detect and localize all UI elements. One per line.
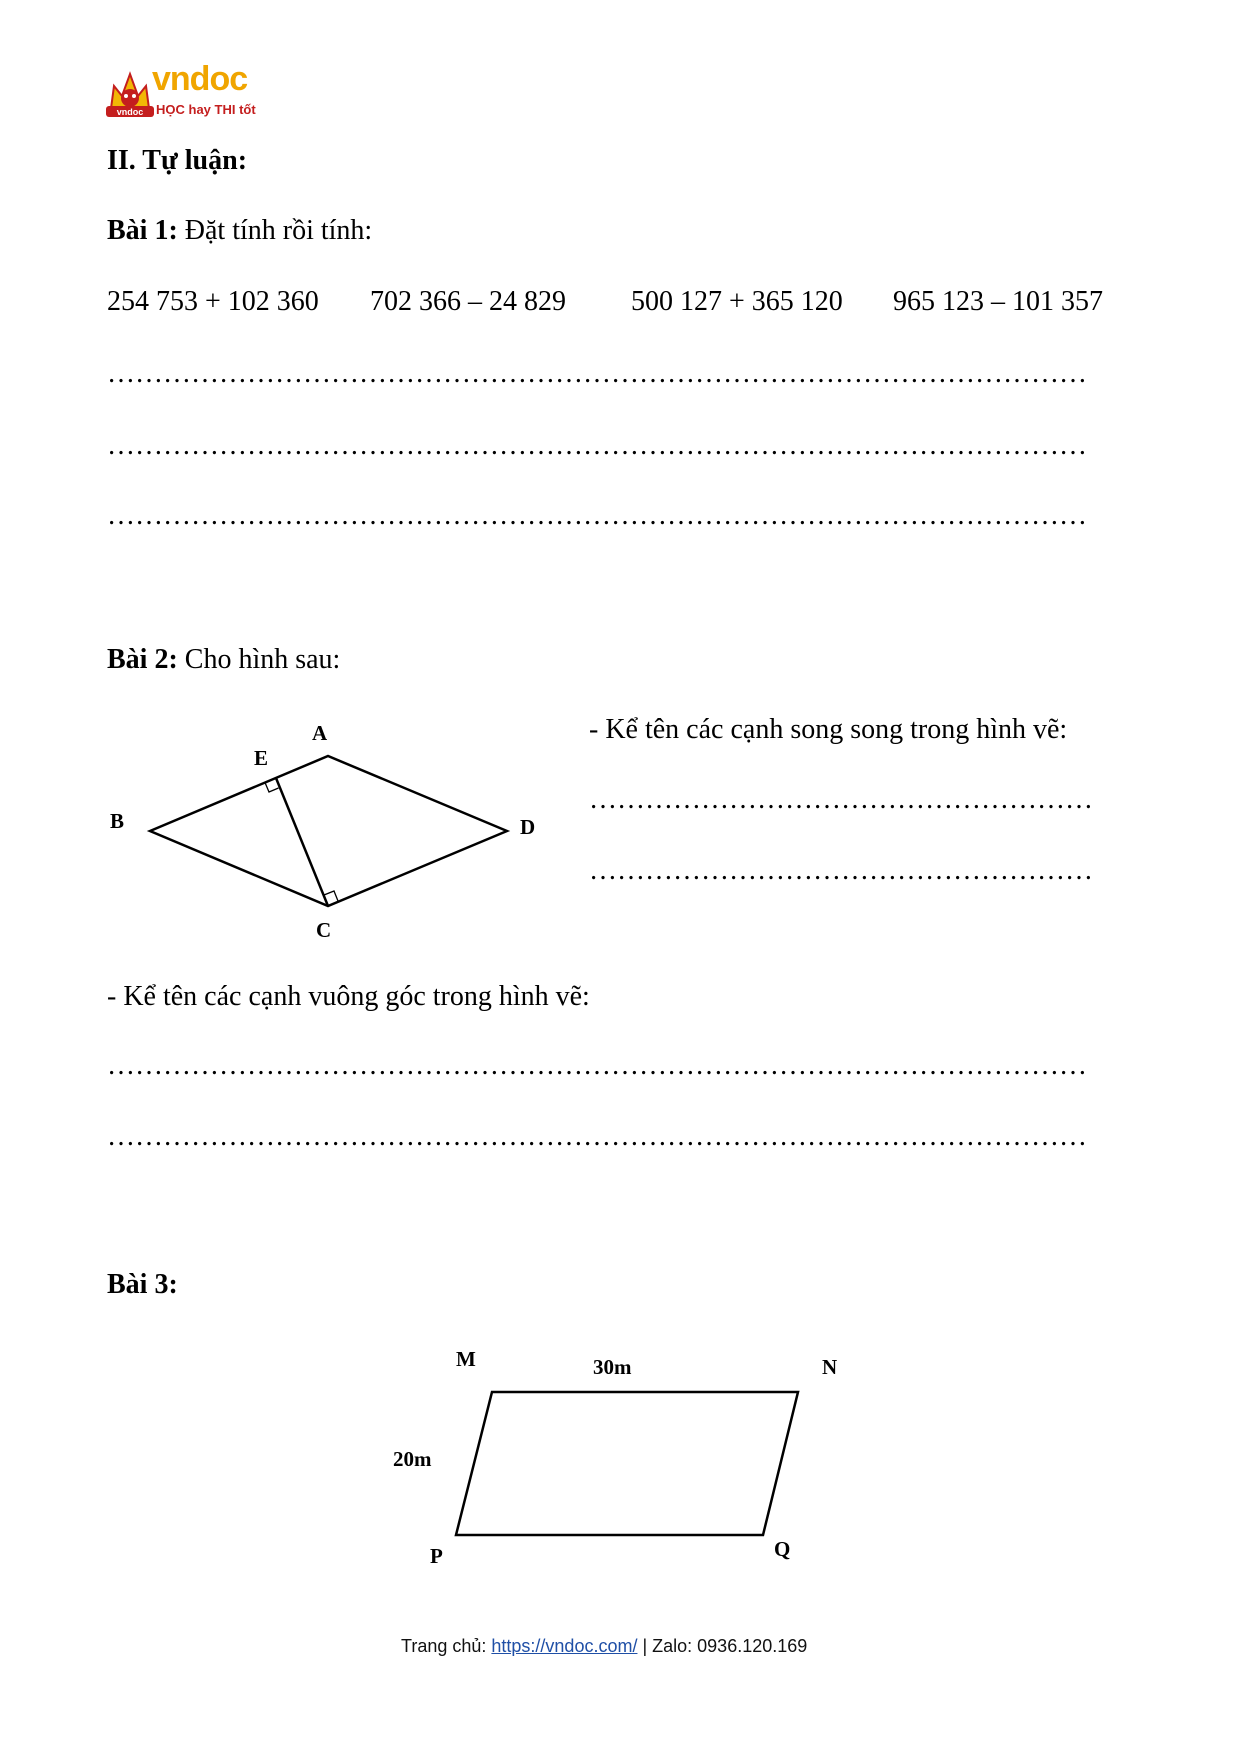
perpendicular-answer-line-2[interactable]: …………………………………………………………………………………………… (107, 1122, 1087, 1152)
bai1-answer-line-2[interactable]: …………………………………………………………………………………………… (107, 431, 1087, 461)
bai1-expression-3: 500 127 + 365 120 (631, 286, 843, 317)
label-q: Q (774, 1537, 791, 1561)
bai1-expression-1: 254 753 + 102 360 (107, 286, 319, 317)
parallel-answer-line-2[interactable]: ……………………………………………… (589, 856, 1093, 886)
right-angle-mark-e (265, 783, 279, 793)
footer-prefix: Trang chủ: (401, 1636, 492, 1656)
bai2-label: Bài 2: (107, 644, 178, 675)
perpendicular-prompt: - Kể tên các cạnh vuông góc trong hình vẽ: (107, 981, 590, 1012)
label-b: B (110, 809, 125, 833)
rhombus-figure (100, 710, 560, 950)
label-p: P (430, 1544, 443, 1568)
logo-tagline-part1: HỌC hay (156, 102, 215, 117)
bai3-label: Bài 3: (107, 1269, 178, 1300)
rhombus-outline (150, 756, 507, 906)
section-title: II. Tự luận: (107, 145, 248, 176)
label-c: C (316, 918, 332, 942)
footer-link[interactable]: https://vndoc.com/ (491, 1636, 638, 1656)
parallel-prompt: - Kể tên các cạnh song song trong hình vẽ: (589, 714, 1068, 745)
logo (104, 60, 264, 122)
footer (401, 1636, 807, 1657)
bai2-prompt: Cho hình sau: (177, 644, 341, 675)
bai2-heading (107, 643, 340, 677)
label-left-length: 20m (393, 1447, 432, 1471)
parallelogram-outline (456, 1392, 798, 1535)
parallelogram-figure (380, 1330, 860, 1580)
bai1-expression-2: 702 366 – 24 829 (370, 286, 566, 317)
bai1-expression-4: 965 123 – 101 357 (893, 286, 1103, 317)
bai1-heading (107, 214, 372, 248)
bai1-prompt: Đặt tính rồi tính: (177, 215, 373, 246)
bai1-label: Bài 1: (107, 215, 178, 246)
bai1-answer-line-3[interactable]: …………………………………………………………………………………………… (107, 501, 1087, 531)
logo-brand: vndoc (152, 60, 248, 98)
label-n: N (822, 1355, 838, 1379)
label-top-length: 30m (593, 1355, 632, 1379)
perpendicular-answer-line-1[interactable]: …………………………………………………………………………………………… (107, 1051, 1087, 1081)
logo-tagline-part2: THI tốt (214, 102, 256, 117)
label-d: D (520, 815, 536, 839)
label-a: A (312, 721, 328, 745)
logo-badge-text: vndoc (116, 107, 144, 117)
parallel-answer-line-1[interactable]: ……………………………………………… (589, 785, 1093, 815)
label-m: M (456, 1347, 476, 1371)
footer-suffix: | Zalo: 0936.120.169 (637, 1636, 808, 1656)
label-e: E (254, 746, 269, 770)
bai1-answer-line-1[interactable]: …………………………………………………………………………………………… (107, 359, 1087, 389)
logo-mascot-icon (104, 66, 156, 120)
logo-tagline (156, 102, 256, 117)
